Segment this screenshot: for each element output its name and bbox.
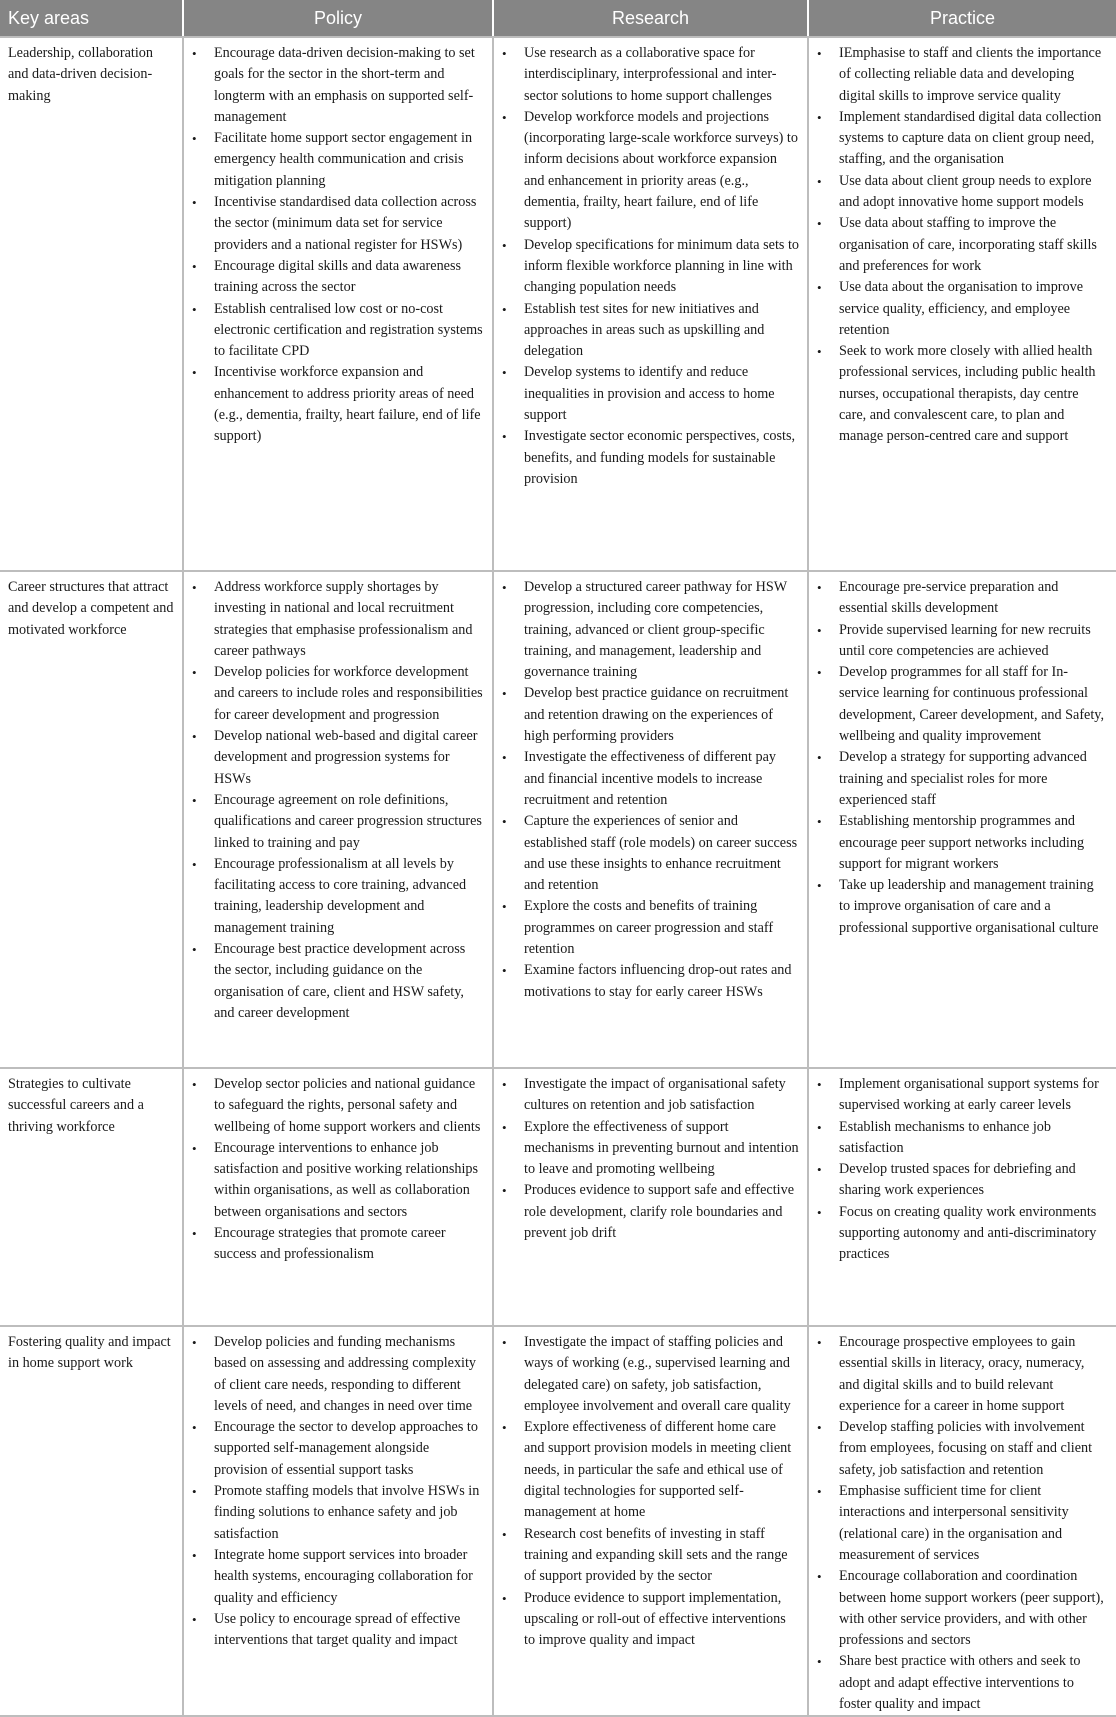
table-row [0, 37, 1116, 571]
key-area-cell: Strategies to cultivate successful careers and a thriving workforce [0, 1068, 183, 1326]
list-item: • Promote staffing models that involve HSWs in finding solutions to enhance safety and job satisfaction [190, 1481, 484, 1545]
list-item: • Investigate the effectiveness of different pay and financial incentive models to increase recruitment and retention [500, 747, 799, 811]
key-area-cell: Leadership, collaboration and data-driven decision-making [0, 37, 183, 571]
list-item: • Encourage pre-service preparation and essential skills development [815, 577, 1108, 620]
policy-cell [183, 1326, 493, 1716]
list-item: • Encourage collaboration and coordination between home support workers (peer support), with other service providers, and with other professions and sectors [815, 1566, 1108, 1651]
practice-cell [808, 37, 1116, 571]
policy-list [190, 43, 484, 448]
list-item: • Develop staffing policies with involvement from employees, focusing on staff and client safety, job satisfaction and retention [815, 1417, 1108, 1481]
list-item: • Develop a structured career pathway for HSW progression, including core competencies, training, advanced or client group-specific training, and management, leadership and governance training [500, 577, 799, 683]
list-item: • Develop programmes for all staff for In-service learning for continuous professional development, Career development, and Safety, wellbeing and quality improvement [815, 662, 1108, 747]
list-item: • Produces evidence to support safe and effective role development, clarify role boundaries and prevent job drift [500, 1180, 799, 1244]
practice-list [815, 43, 1108, 448]
list-item: • Develop national web-based and digital career development and progression systems for HSWs [190, 726, 484, 790]
list-item: • Encourage digital skills and data awareness training across the sector [190, 256, 484, 299]
table-body [0, 37, 1116, 1716]
list-item: • Establish mechanisms to enhance job satisfaction [815, 1117, 1108, 1160]
list-item: • Encourage agreement on role definitions, qualifications and career progression structures linked to training and pay [190, 790, 484, 854]
list-item: • Use data about staffing to improve the organisation of care, incorporating staff skills and preferences for work [815, 213, 1108, 277]
list-item: • Address workforce supply shortages by investing in national and local recruitment strategies that emphasise professionalism and career pathways [190, 577, 484, 662]
header-key-areas: Key areas [0, 0, 183, 37]
research-cell [493, 571, 808, 1068]
list-item: • Encourage interventions to enhance job satisfaction and positive working relationships within organisations, as well as collaboration between organisations and sectors [190, 1138, 484, 1223]
table-row [0, 1326, 1116, 1716]
list-item: • Provide supervised learning for new recruits until core competencies are achieved [815, 620, 1108, 663]
practice-cell [808, 571, 1116, 1068]
list-item: • Produce evidence to support implementation, upscaling or roll-out of effective interventions to improve quality and impact [500, 1588, 799, 1652]
list-item: • Encourage best practice development across the sector, including guidance on the organisation of care, client and HSW safety, and career development [190, 939, 484, 1024]
list-item: • Capture the experiences of senior and established staff (role models) on career success and use these insights to enhance recruitment and retention [500, 811, 799, 896]
list-item: • Develop workforce models and projections (incorporating large-scale workforce surveys) to inform decisions about workforce expansion and enhancement in priority areas (e.g., dementia, frailty, heart failure, end of life support) [500, 107, 799, 235]
key-area-cell: Career structures that attract and develop a competent and motivated workforce [0, 571, 183, 1068]
research-list [500, 1074, 799, 1244]
table-row [0, 1068, 1116, 1326]
practice-list [815, 1074, 1108, 1266]
research-list [500, 1332, 799, 1651]
research-cell [493, 37, 808, 571]
policy-list [190, 1074, 484, 1266]
list-item: • Use data about client group needs to explore and adopt innovative home support models [815, 171, 1108, 214]
list-item: • Focus on creating quality work environments supporting autonomy and anti-discriminatory practices [815, 1202, 1108, 1266]
list-item: • Develop trusted spaces for debriefing and sharing work experiences [815, 1159, 1108, 1202]
list-item: • Seek to work more closely with allied health professional services, including public health nurses, occupational therapists, day centre care, and convalescent care, to plan and manage person-centred care and support [815, 341, 1108, 447]
list-item: • Integrate home support services into broader health systems, encouraging collaboration for quality and efficiency [190, 1545, 484, 1609]
list-item: • Examine factors influencing drop-out rates and motivations to stay for early career HSWs [500, 960, 799, 1003]
table-header [0, 0, 1116, 37]
header-research: Research [493, 0, 808, 37]
list-item: • Facilitate home support sector engagement in emergency health communication and crisis mitigation planning [190, 128, 484, 192]
policy-cell [183, 37, 493, 571]
list-item: • Develop policies and funding mechanisms based on assessing and addressing complexity of client care needs, responding to different levels of need, and changes in need over time [190, 1332, 484, 1417]
list-item: • Share best practice with others and seek to adopt and adapt effective interventions to foster quality and impact [815, 1651, 1108, 1715]
list-item: • Encourage professionalism at all levels by facilitating access to core training, advanced training, leadership development and management training [190, 854, 484, 939]
list-item: • Develop a strategy for supporting advanced training and specialist roles for more experienced staff [815, 747, 1108, 811]
key-area-cell: Fostering quality and impact in home support work [0, 1326, 183, 1716]
list-item: • Use data about the organisation to improve service quality, efficiency, and employee retention [815, 277, 1108, 341]
policy-cell [183, 1068, 493, 1326]
list-item: • Encourage data-driven decision-making to set goals for the sector in the short-term and longterm with an emphasis on supported self-management [190, 43, 484, 128]
list-item: • Implement standardised digital data collection systems to capture data on client group need, staffing, and the organisation [815, 107, 1108, 171]
policy-list [190, 1332, 484, 1651]
research-list [500, 577, 799, 1003]
list-item: • Explore the effectiveness of support mechanisms in preventing burnout and intention to leave and promoting wellbeing [500, 1117, 799, 1181]
list-item: • Use policy to encourage spread of effective interventions that target quality and impact [190, 1609, 484, 1652]
list-item: • Develop specifications for minimum data sets to inform flexible workforce planning in line with changing population needs [500, 235, 799, 299]
practice-list [815, 577, 1108, 939]
list-item: • Implement organisational support systems for supervised working at early career levels [815, 1074, 1108, 1117]
list-item: • Investigate sector economic perspectives, costs, benefits, and funding models for sustainable provision [500, 426, 799, 490]
list-item: • Develop systems to identify and reduce inequalities in provision and access to home support [500, 362, 799, 426]
list-item: • Encourage prospective employees to gain essential skills in literacy, oracy, numeracy, and digital skills and to build relevant experience for a career in home support [815, 1332, 1108, 1417]
list-item: • Develop best practice guidance on recruitment and retention drawing on the experiences of high performing providers [500, 683, 799, 747]
list-item: • IEmphasise to staff and clients the importance of collecting reliable data and developing digital skills to improve service quality [815, 43, 1108, 107]
table-row [0, 571, 1116, 1068]
list-item: • Establish centralised low cost or no-cost electronic certification and registration systems to facilitate CPD [190, 299, 484, 363]
list-item: • Establish test sites for new initiatives and approaches in areas such as upskilling and delegation [500, 299, 799, 363]
list-item: • Investigate the impact of staffing policies and ways of working (e.g., supervised learning and delegated care) on safety, job satisfaction, employee involvement and overall care quality [500, 1332, 799, 1417]
list-item: • Investigate the impact of organisational safety cultures on retention and job satisfaction [500, 1074, 799, 1117]
research-cell [493, 1068, 808, 1326]
list-item: • Incentivise standardised data collection across the sector (minimum data set for service providers and a national register for HSWs) [190, 192, 484, 256]
practice-list [815, 1332, 1108, 1715]
policy-list [190, 577, 484, 1024]
list-item: • Use research as a collaborative space for interdisciplinary, interprofessional and inter-sector solutions to home support challenges [500, 43, 799, 107]
list-item: • Emphasise sufficient time for client interactions and interpersonal sensitivity (relational care) in the organisation and measurement of services [815, 1481, 1108, 1566]
list-item: • Establishing mentorship programmes and encourage peer support networks including support for migrant workers [815, 811, 1108, 875]
research-list [500, 43, 799, 490]
list-item: • Develop policies for workforce development and careers to include roles and responsibilities for career development and progression [190, 662, 484, 726]
header-row [0, 0, 1116, 37]
list-item: • Encourage strategies that promote career success and professionalism [190, 1223, 484, 1266]
list-item: • Develop sector policies and national guidance to safeguard the rights, personal safety and wellbeing of home support workers and clients [190, 1074, 484, 1138]
list-item: • Research cost benefits of investing in staff training and expanding skill sets and the range of support provided by the sector [500, 1524, 799, 1588]
research-cell [493, 1326, 808, 1716]
header-policy: Policy [183, 0, 493, 37]
list-item: • Incentivise workforce expansion and enhancement to address priority areas of need (e.g., dementia, frailty, heart failure, end of life support) [190, 362, 484, 447]
header-practice: Practice [808, 0, 1116, 37]
policy-cell [183, 571, 493, 1068]
list-item: • Explore the costs and benefits of training programmes on career progression and staff retention [500, 896, 799, 960]
list-item: • Explore effectiveness of different home care and support provision models in meeting client needs, in particular the safe and ethical use of digital technologies for supported self-management at home [500, 1417, 799, 1523]
practice-cell [808, 1326, 1116, 1716]
practice-cell [808, 1068, 1116, 1326]
list-item: • Encourage the sector to develop approaches to supported self-management alongside provision of essential support tasks [190, 1417, 484, 1481]
list-item: • Take up leadership and management training to improve organisation of care and a professional supportive organisational culture [815, 875, 1108, 939]
